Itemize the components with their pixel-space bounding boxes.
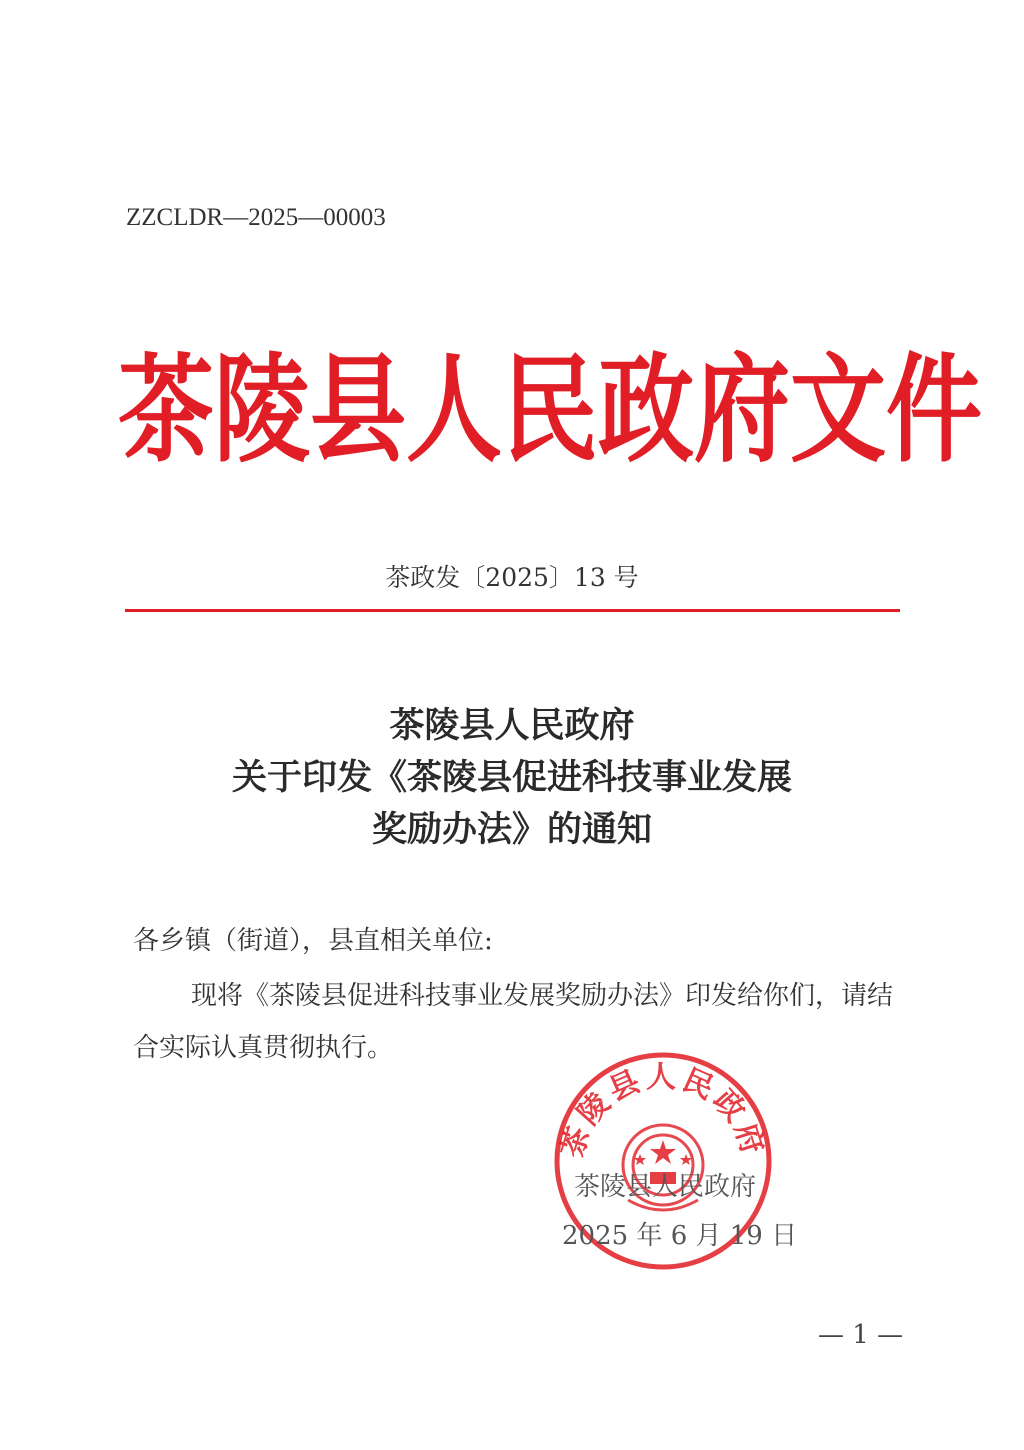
title-line-3: 奖励办法》的通知 <box>371 810 652 850</box>
body-paragraph: 现将《茶陵县促进科技事业发展奖励办法》印发给你们，请结合实际认真贯彻执行。 <box>133 981 894 1063</box>
document-number: 茶政发〔2025〕13 号 <box>385 563 639 592</box>
masthead-char: 茶 <box>118 341 214 479</box>
red-divider <box>125 609 900 612</box>
notice-title <box>0 700 1024 856</box>
salutation: 各乡镇（街道），县直相关单位: <box>133 926 493 956</box>
masthead-char: 陵 <box>214 341 310 479</box>
masthead-char: 府 <box>694 341 790 479</box>
title-line-2: 关于印发《茶陵县促进科技事业发展 <box>231 758 792 798</box>
signing-authority: 茶陵县人民政府 <box>574 1172 757 1202</box>
masthead-char: 县 <box>310 341 406 479</box>
signing-date: 2025 年 6 月 19 日 <box>562 1221 798 1251</box>
title-line-1: 茶陵县人民政府 <box>389 706 635 746</box>
document-id: ZZCLDR—2025—00003 <box>126 204 386 231</box>
masthead-char: 人 <box>406 341 502 479</box>
masthead-title <box>118 340 982 480</box>
seal-text: 茶陵县人民政府 <box>554 1060 772 1163</box>
masthead-char: 民 <box>502 341 598 479</box>
masthead-char: 政 <box>598 341 694 479</box>
masthead-char: 文 <box>790 341 886 479</box>
masthead-char: 件 <box>886 341 982 479</box>
page-number: — 1 — <box>818 1320 904 1350</box>
